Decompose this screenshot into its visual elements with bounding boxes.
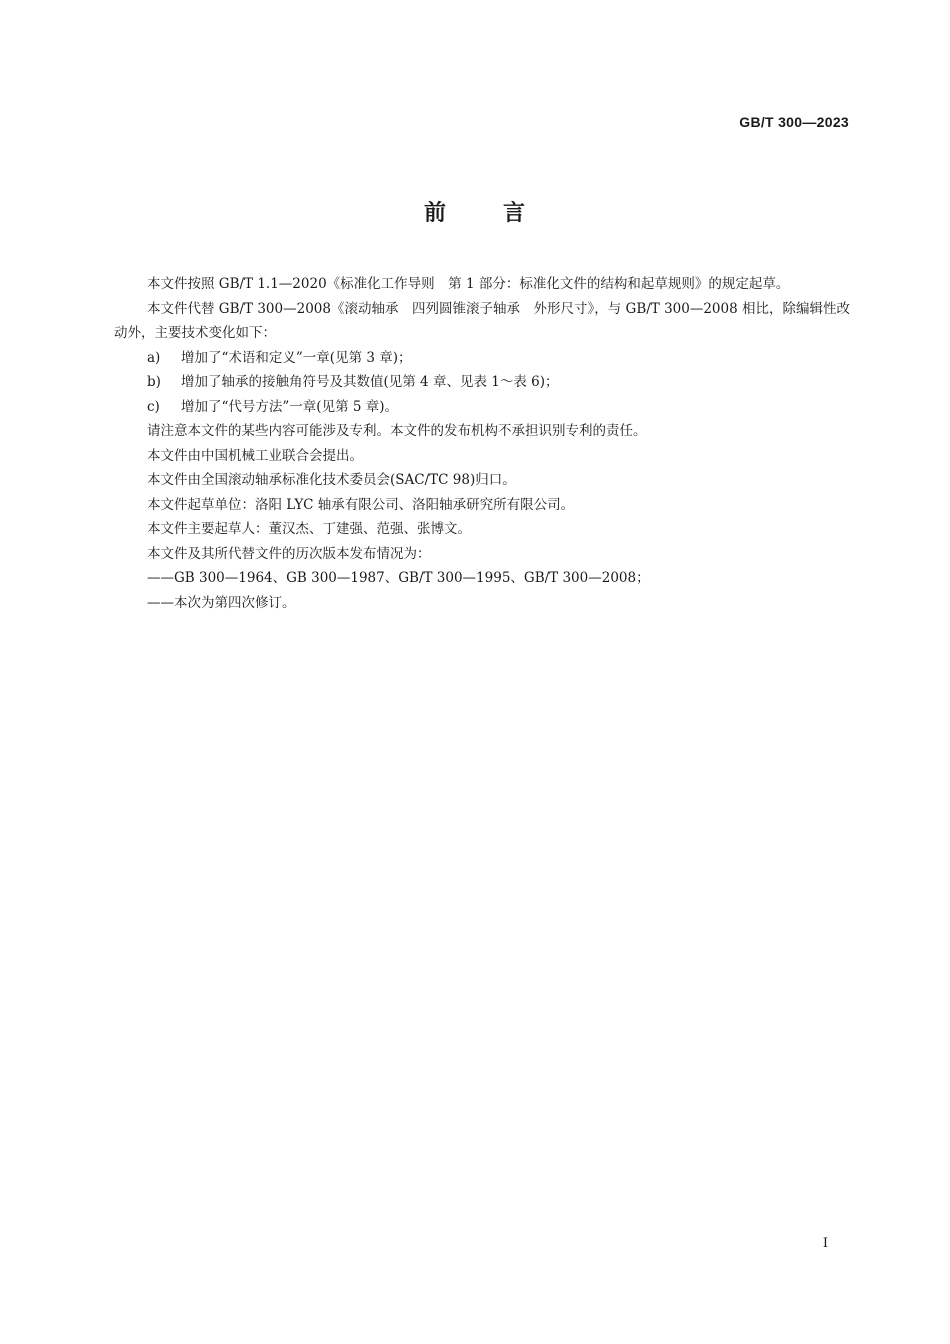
list-marker: c) xyxy=(147,398,160,415)
standard-number: GB/T 300—2023 xyxy=(739,114,849,130)
paragraph-proposer: 本文件由中国机械工业联合会提出。 xyxy=(147,447,363,464)
list-item xyxy=(114,395,850,420)
paragraph-history-intro: 本文件及其所代替文件的历次版本发布情况为： xyxy=(147,545,431,562)
paragraph-drafters: 本文件主要起草人：董汉杰、丁建强、范强、张博文。 xyxy=(147,521,471,537)
page-title xyxy=(0,196,950,227)
paragraph-replacement: 本文件代替 GB/T 300—2008《滚动轴承 四列圆锥滚子轴承 外形尺寸》，与 GB/T 300—2008 相比，除编辑性改动外，主要技术变化如下： xyxy=(114,300,850,341)
list-text: 增加了“代号方法”一章(见第 5 章)。 xyxy=(181,398,399,415)
paragraph-drafting-units: 本文件起草单位：洛阳 LYC 轴承有限公司、洛阳轴承研究所有限公司。 xyxy=(147,496,575,513)
history-item: ——本次为第四次修订。 xyxy=(147,594,296,611)
list-text: 增加了“术语和定义”一章(见第 3 章)； xyxy=(181,349,412,366)
list-marker: b) xyxy=(147,374,161,390)
paragraph-drafting-rules: 本文件按照 GB/T 1.1—2020《标准化工作导则 第 1 部分：标准化文件的结构和起草规则》的规定起草。 xyxy=(147,276,790,292)
history-item: ——GB 300—1964、GB 300—1987、GB/T 300—1995、GB/T 300—2008； xyxy=(147,570,650,586)
foreword-body xyxy=(114,272,850,615)
list-item xyxy=(114,370,850,395)
list-text: 增加了轴承的接触角符号及其数值(见第 4 章、见表 1～表 6)； xyxy=(181,374,559,390)
paragraph-committee: 本文件由全国滚动轴承标准化技术委员会(SAC/TC 98)归口。 xyxy=(147,472,516,488)
list-item xyxy=(114,346,850,371)
paragraph-patent-notice: 请注意本文件的某些内容可能涉及专利。本文件的发布机构不承担识别专利的责任。 xyxy=(147,423,647,439)
title-char-1: 前 xyxy=(423,201,447,226)
list-marker: a) xyxy=(147,349,161,366)
title-char-2: 言 xyxy=(503,201,527,226)
page-number: I xyxy=(822,1236,828,1251)
